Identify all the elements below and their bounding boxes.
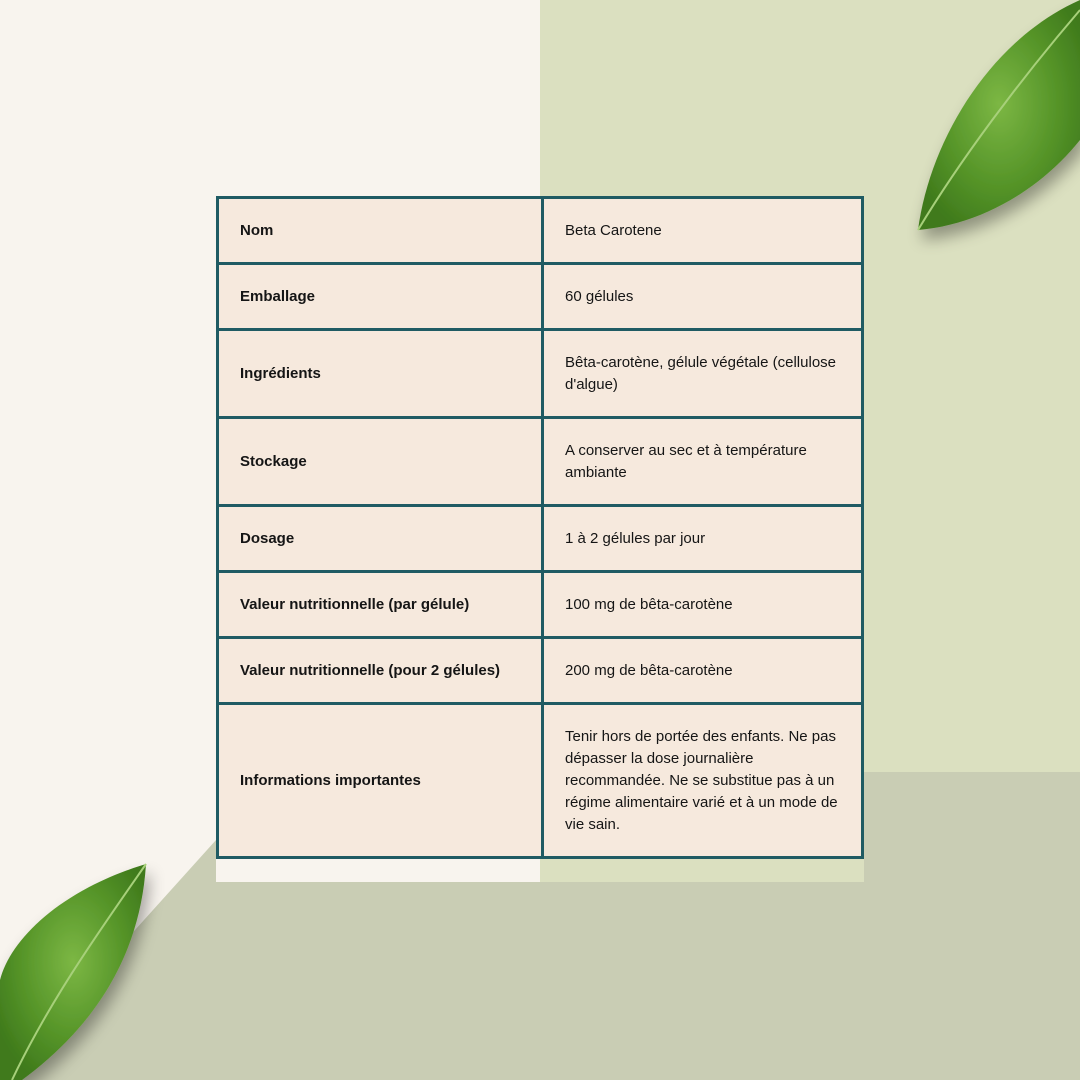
table-row <box>218 264 863 330</box>
spec-table <box>216 196 864 859</box>
row-label: Valeur nutritionnelle (pour 2 gélules) <box>218 638 543 704</box>
row-label: Nom <box>218 198 543 264</box>
table-row <box>218 506 863 572</box>
row-value: 1 à 2 gélules par jour <box>543 506 863 572</box>
table-row <box>218 572 863 638</box>
row-value: 60 gélules <box>543 264 863 330</box>
table-row <box>218 198 863 264</box>
row-label: Dosage <box>218 506 543 572</box>
row-value: A conserver au sec et à température ambiante <box>543 418 863 506</box>
row-value: Bêta-carotène, gélule végétale (cellulose d'algue) <box>543 330 863 418</box>
row-value: Tenir hors de portée des enfants. Ne pas dépasser la dose journalière recommandée. Ne se substitue pas à un régime alimentaire varié et à un mode de vie sain. <box>543 704 863 858</box>
row-label: Stockage <box>218 418 543 506</box>
table-row <box>218 418 863 506</box>
product-info-table <box>216 196 864 859</box>
table-row <box>218 330 863 418</box>
row-value: Beta Carotene <box>543 198 863 264</box>
table-row <box>218 638 863 704</box>
row-label: Ingrédients <box>218 330 543 418</box>
row-label: Emballage <box>218 264 543 330</box>
row-value: 100 mg de bêta-carotène <box>543 572 863 638</box>
row-label: Valeur nutritionnelle (par gélule) <box>218 572 543 638</box>
row-label: Informations importantes <box>218 704 543 858</box>
row-value: 200 mg de bêta-carotène <box>543 638 863 704</box>
table-row <box>218 704 863 858</box>
